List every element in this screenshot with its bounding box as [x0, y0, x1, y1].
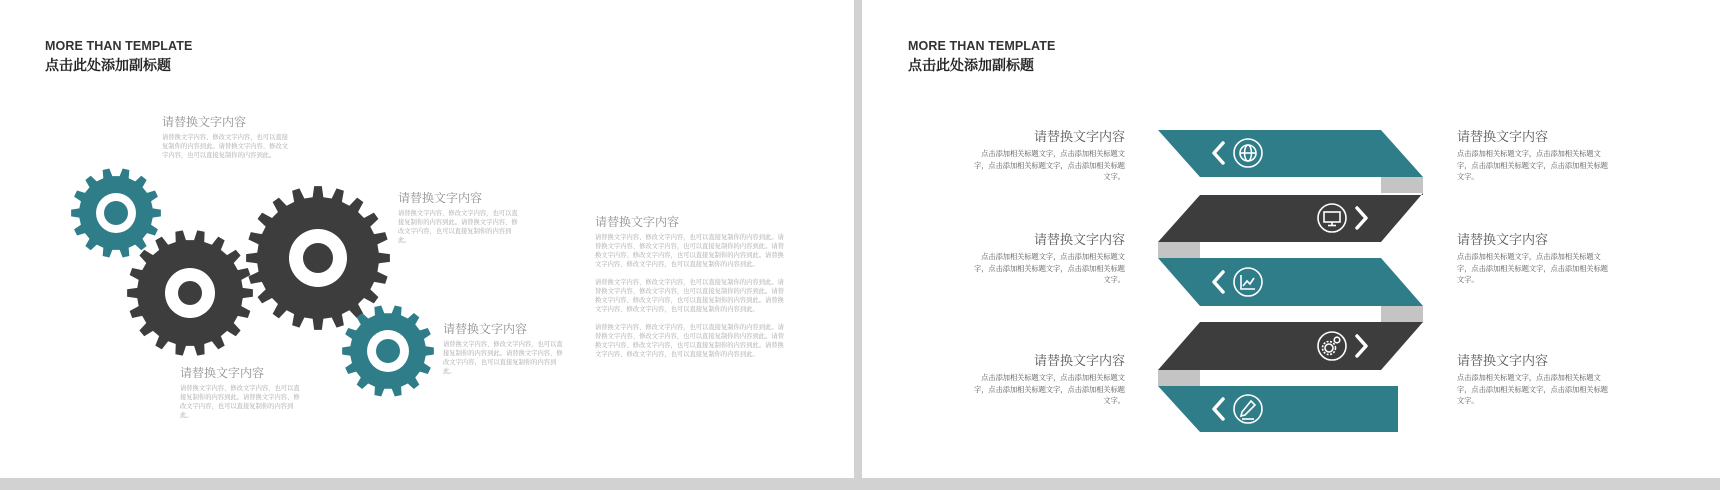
ribbon-band-5 [1158, 386, 1398, 432]
gear-text-block [398, 191, 522, 245]
block-title: 请替换文字内容 [162, 115, 247, 129]
block-paragraph: 请替换文字内容、修改文字内容，也可以直接复制你的内容到此。请替换文字内容、修改文字内容，也可以直接复制你的内容到此。请替换文字内容、修改文字内容，也可以直接复制你的内容到此。请替换文字内容、修改文字内容，也可以直接复制你的内容到此。 [595, 234, 784, 268]
block-paragraph: 请替换文字内容、修改文字内容，也可以直接复制你的内容到此。请替换文字内容、修改文字内容，也可以直接复制你的内容到此。请替换文字内容、修改文字内容，也可以直接复制你的内容到此。请替换文字内容、修改文字内容，也可以直接复制你的内容到此。 [595, 279, 784, 313]
block-body: 点击添加相关标题文字，点击添加相关标题文字，点击添加相关标题文字，点击添加相关标题文字。 [974, 373, 1125, 405]
block-body: 点击添加相关标题文字，点击添加相关标题文字，点击添加相关标题文字，点击添加相关标题文字。 [1457, 149, 1608, 181]
block-body: 请替换文字内容、修改文字内容，也可以直接复制你的内容到此。请替换文字内容、修改文字内容，也可以直接复制你的内容到此。 [443, 341, 563, 375]
block-title: 请替换文字内容 [1457, 130, 1549, 145]
gear-text-block [162, 115, 288, 160]
block-title: 请替换文字内容 [1033, 354, 1125, 369]
block-body: 点击添加相关标题文字，点击添加相关标题文字，点击添加相关标题文字，点击添加相关标题文字。 [1457, 373, 1608, 405]
ribbon-fold [1381, 306, 1423, 322]
ribbon-band-4 [1158, 322, 1423, 370]
ribbon-text-block-left [967, 233, 1125, 286]
block-title: 请替换文字内容 [180, 366, 265, 380]
slide-title: MORE THAN TEMPLATE [45, 39, 193, 53]
ribbon-text-block-right [1457, 130, 1615, 183]
slide-gears [0, 0, 854, 478]
ribbon-fold [1381, 177, 1423, 193]
ribbon-text-block-left [967, 354, 1125, 407]
ribbon-band-1 [1158, 130, 1423, 177]
block-body: 请替换文字内容、修改文字内容，也可以直接复制你的内容到此。请替换文字内容、修改文字内容，也可以直接复制你的内容到此。 [162, 134, 288, 159]
gear-text-block [180, 366, 304, 420]
block-title: 请替换文字内容 [1033, 130, 1125, 145]
block-body: 请替换文字内容、修改文字内容，也可以直接复制你的内容到此。请替换文字内容、修改文字内容，也可以直接复制你的内容到此。 [180, 385, 300, 419]
ribbon-band-2 [1158, 193, 1423, 242]
block-body: 点击添加相关标题文字，点击添加相关标题文字，点击添加相关标题文字，点击添加相关标题文字。 [974, 252, 1125, 284]
gear-small-teal-top-icon [71, 168, 161, 257]
gear-text-block-wide [595, 215, 785, 359]
slide-ribbon [862, 0, 1720, 478]
block-body: 点击添加相关标题文字，点击添加相关标题文字，点击添加相关标题文字，点击添加相关标题文字。 [974, 149, 1125, 181]
block-title: 请替换文字内容 [595, 215, 680, 229]
slide-title: MORE THAN TEMPLATE [908, 39, 1056, 53]
block-title: 请替换文字内容 [1457, 233, 1549, 248]
ribbon-text-block-right [1457, 233, 1615, 286]
ribbon-fold [1158, 242, 1200, 258]
block-title: 请替换文字内容 [443, 322, 528, 336]
gear-medium-dark-icon [127, 230, 253, 355]
ribbon-text-block-right [1457, 354, 1615, 407]
block-title: 请替换文字内容 [398, 191, 483, 205]
gear-large-dark-icon [246, 186, 390, 330]
block-title: 请替换文字内容 [1457, 354, 1549, 369]
gear-small-teal-bottom-icon [342, 306, 434, 397]
ribbon-text-block-left [967, 130, 1125, 183]
block-title: 请替换文字内容 [1033, 233, 1125, 248]
block-body: 请替换文字内容、修改文字内容，也可以直接复制你的内容到此。请替换文字内容、修改文字内容，也可以直接复制你的内容到此。 [398, 210, 518, 244]
ribbon-fold [1158, 370, 1200, 386]
slide-subtitle: 点击此处添加副标题 [45, 58, 171, 74]
slide-subtitle: 点击此处添加副标题 [908, 58, 1034, 74]
gear-text-block [443, 322, 567, 376]
block-paragraph: 请替换文字内容、修改文字内容，也可以直接复制你的内容到此。请替换文字内容、修改文字内容，也可以直接复制你的内容到此。请替换文字内容、修改文字内容，也可以直接复制你的内容到此。请替换文字内容、修改文字内容，也可以直接复制你的内容到此。 [595, 324, 784, 358]
block-body: 点击添加相关标题文字，点击添加相关标题文字，点击添加相关标题文字，点击添加相关标题文字。 [1457, 252, 1608, 284]
ribbon-band-3 [1158, 258, 1423, 306]
